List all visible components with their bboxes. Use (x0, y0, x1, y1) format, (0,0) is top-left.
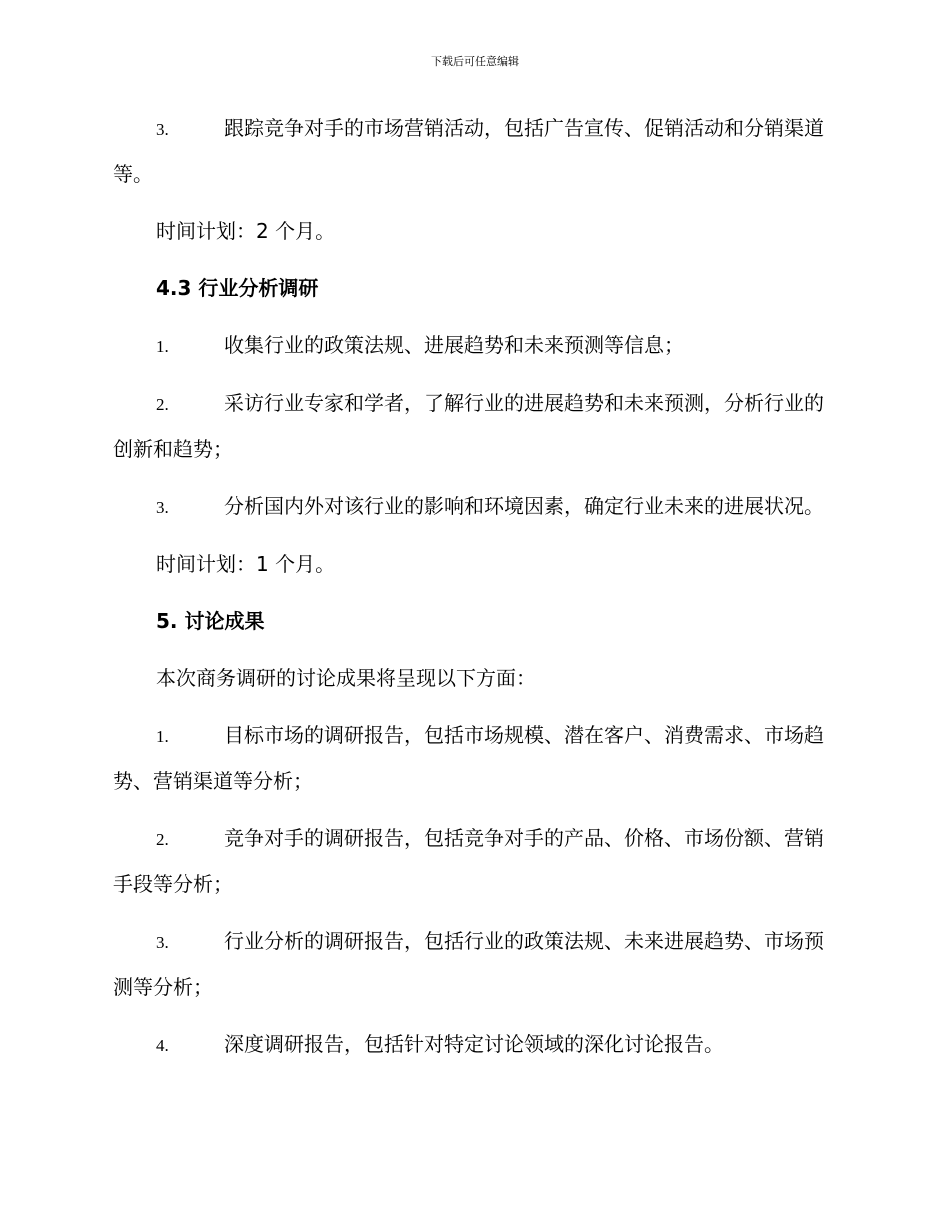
paragraph: 本次商务调研的讨论成果将呈现以下方面： (156, 666, 536, 690)
list-number: 3. (156, 498, 169, 517)
list-item (113, 919, 837, 1010)
list-item-text: 目标市场的调研报告，包括市场规模、潜在客户、消费需求、市场趋势、营销渠道等分析； (113, 723, 824, 793)
page-header: 下载后可任意编辑 (431, 55, 519, 68)
list-item (113, 484, 837, 530)
list-item (113, 381, 837, 472)
list-item-text: 分析国内外对该行业的影响和环境因素，确定行业未来的进展状况。 (224, 494, 824, 518)
list-number: 4. (156, 1036, 169, 1055)
paragraph: 时间计划：1 个月。 (156, 552, 336, 576)
list-item (113, 713, 837, 804)
document-body (113, 106, 837, 1080)
paragraph: 时间计划：2 个月。 (156, 219, 336, 243)
list-item-text: 行业分析的调研报告，包括行业的政策法规、未来进展趋势、市场预测等分析； (113, 929, 824, 999)
list-item (113, 1022, 837, 1068)
list-number: 2. (156, 395, 169, 414)
list-item (113, 106, 837, 197)
section-heading: 5. 讨论成果 (156, 609, 265, 633)
section-heading: 4.3 行业分析调研 (156, 276, 319, 300)
list-number: 1. (156, 337, 169, 356)
list-number: 3. (156, 933, 169, 952)
list-item (113, 816, 837, 907)
list-number: 2. (156, 830, 169, 849)
list-item-text: 跟踪竞争对手的市场营销活动，包括广告宣传、促销活动和分销渠道等。 (113, 116, 824, 186)
list-number: 1. (156, 727, 169, 746)
list-item-text: 深度调研报告，包括针对特定讨论领域的深化讨论报告。 (224, 1032, 724, 1056)
list-item-text: 竞争对手的调研报告，包括竞争对手的产品、价格、市场份额、营销手段等分析； (113, 826, 824, 896)
list-number: 3. (156, 120, 169, 139)
list-item-text: 收集行业的政策法规、进展趋势和未来预测等信息； (224, 333, 684, 357)
list-item-text: 采访行业专家和学者，了解行业的进展趋势和未来预测，分析行业的创新和趋势； (113, 391, 824, 461)
list-item (113, 323, 837, 369)
